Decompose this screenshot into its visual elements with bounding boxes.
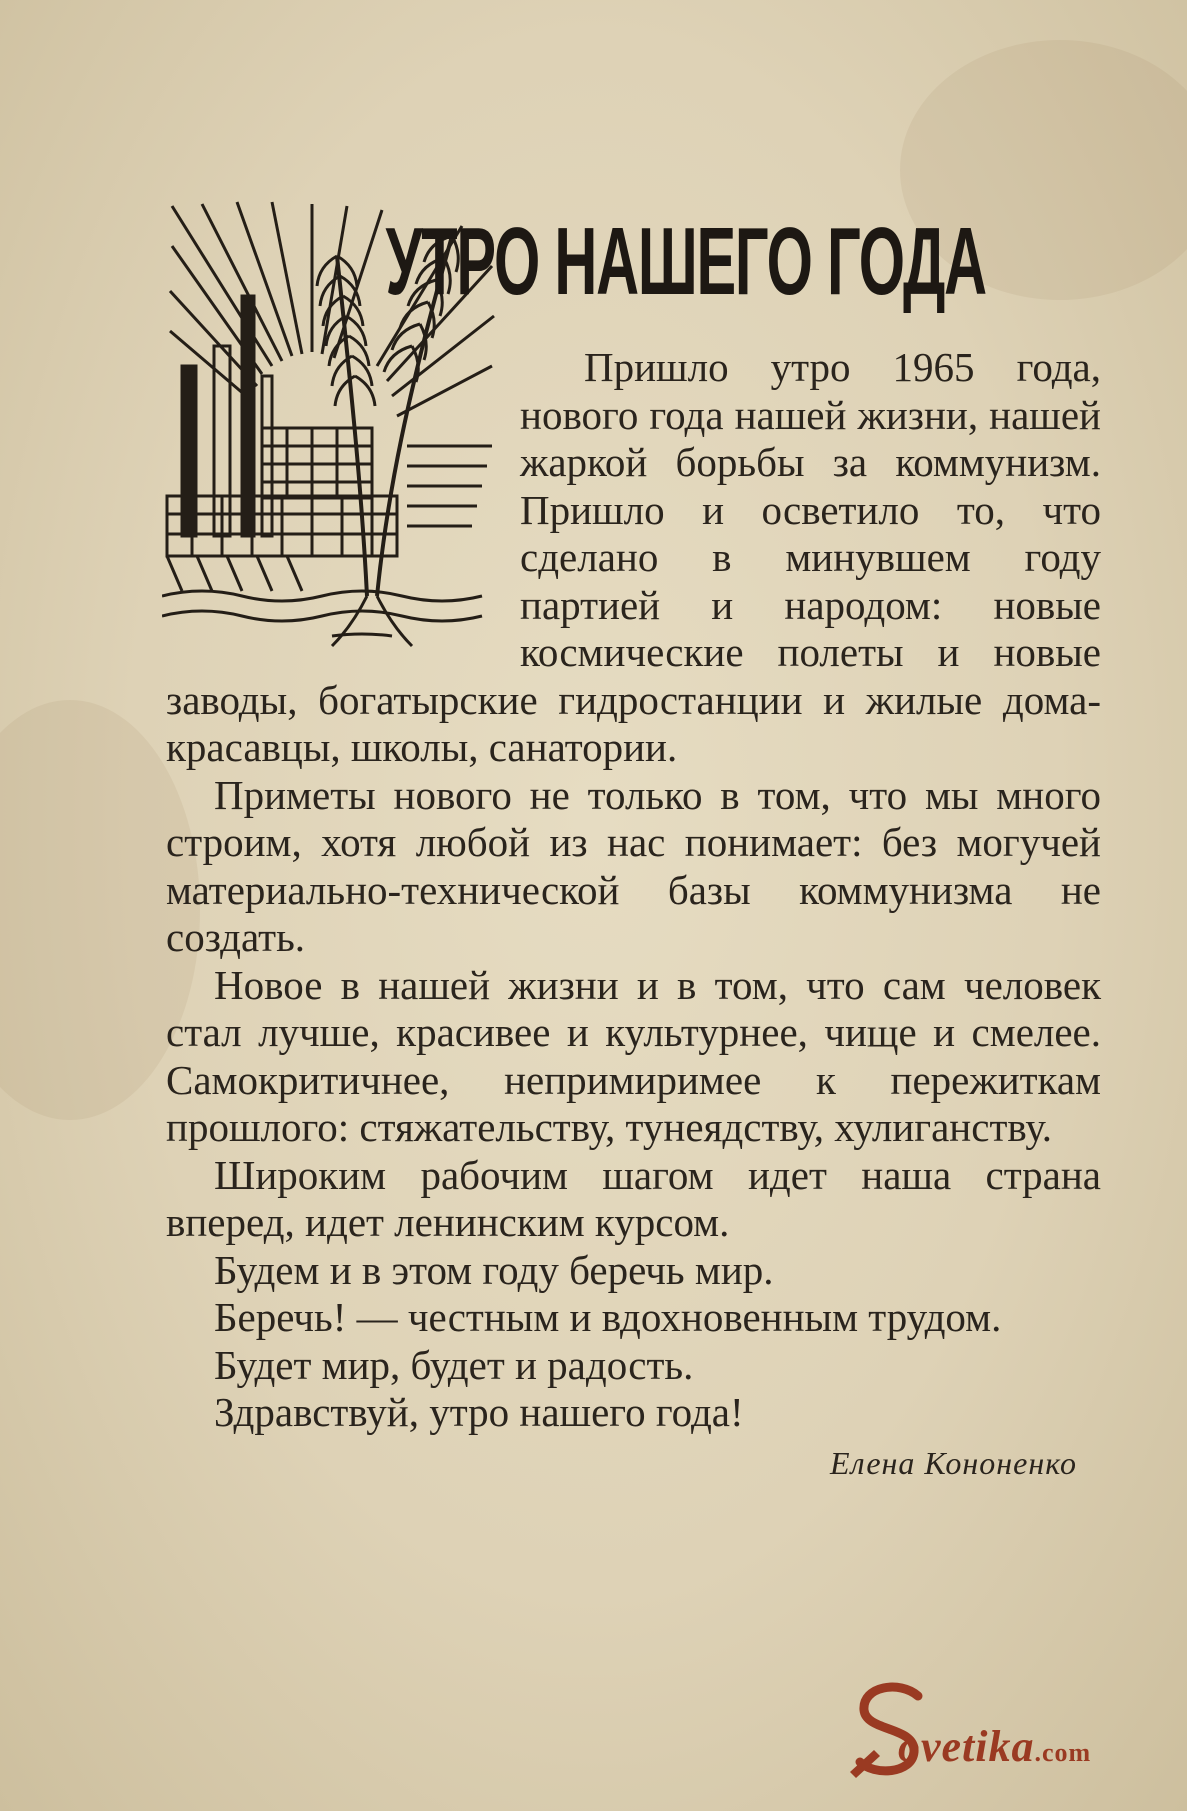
paragraph-7: Будет мир, будет и радость. (214, 1341, 694, 1388)
paragraph-6: Беречь! — честным и вдохновенным трудом. (214, 1294, 1002, 1340)
paragraph-8: Здравствуй, утро нашего года! (214, 1389, 744, 1435)
paragraph-4: Широким рабочим шагом идет наша страна вперед, идет ленинским курсом. (166, 1151, 1101, 1245)
sovetika-watermark (840, 1676, 1170, 1786)
watermark-name: ovetika (898, 1722, 1035, 1771)
paragraph-3: Новое в нашей жизни и в том, что сам человек стал лучше, красивее и культурнее, чище и смелее. Самокритичнее, непримиримее к пережиткам прошлого: стяжательству, тунеядству, хулиганству. (166, 961, 1101, 1150)
watermark-text (898, 1721, 1091, 1772)
watermark-suffix: .com (1034, 1738, 1092, 1767)
paragraph-5: Будем и в этом году беречь мир. (214, 1246, 774, 1293)
paragraph-1: Пришло утро 1965 года, нового года нашей жизни, нашей жаркой борьбы за коммунизм. Пришло и осветило то, что сделано в минувшем году партией и народом: новые космические полеты и новые заводы, богатырские гидростанции и жилые дома-красавцы, школы, санатории. (166, 344, 1101, 770)
article (166, 196, 1101, 1482)
article-title: УТРО НАШЕГО ГОДА (385, 208, 986, 315)
paragraph-2: Приметы нового не только в том, что мы много строим, хотя любой из нас понимает: без могучей материально-технической базы коммунизма не создать. (166, 771, 1101, 960)
author-signature: Елена Кононенко (830, 1444, 1077, 1481)
